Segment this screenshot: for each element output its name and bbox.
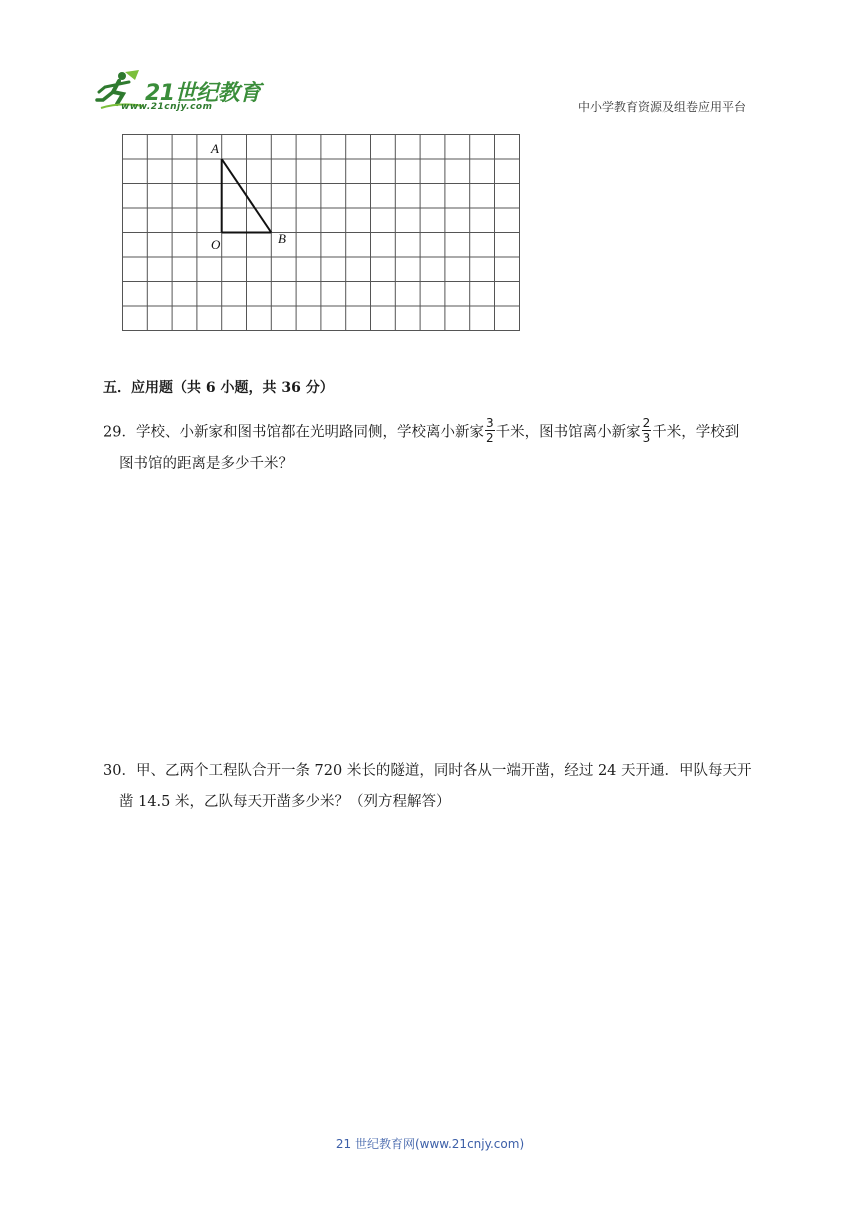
q29-text-part2: 千米，图书馆离小新家: [495, 424, 641, 441]
section-title: 五．应用题（共 6 小题，共 36 分）: [103, 380, 334, 396]
question-29-line2: 图书馆的距离是多少千米？: [119, 456, 293, 472]
footer-link[interactable]: 21 世纪教育网(www.21cnjy.com): [335, 1137, 525, 1151]
fraction-three-halves: $\frac{3}{2}$: [485, 416, 494, 445]
logo-url: www.21cnjy.com: [121, 102, 213, 112]
fraction-two-thirds: $\frac{2}{3}$: [642, 416, 651, 445]
point-label-o: O: [211, 237, 221, 252]
grid-lines: [122, 134, 520, 331]
point-label-b: B: [278, 231, 286, 246]
question-30-line2: 凿 14.5 米，乙队每天开凿多少米？（列方程解答）: [119, 794, 451, 810]
logo-wordmark: 21世纪教育: [145, 81, 261, 106]
q29-text-part1: 29．学校、小新家和图书馆都在光明路同侧，学校离小新家: [103, 424, 484, 441]
triangle-grid-diagram: [122, 134, 532, 344]
header-platform-text: 中小学教育资源及组卷应用平台: [578, 100, 747, 114]
brand-logo: [95, 68, 270, 118]
question-29: [103, 416, 740, 446]
point-label-a: A: [211, 141, 219, 156]
question-30: 30．甲、乙两个工程队合开一条 720 米长的隧道，同时各从一端开凿，经过 24 天开通．甲队每天开: [103, 763, 752, 779]
q29-text-part3: 千米，学校到: [652, 424, 740, 441]
grid-figure: [122, 134, 532, 348]
